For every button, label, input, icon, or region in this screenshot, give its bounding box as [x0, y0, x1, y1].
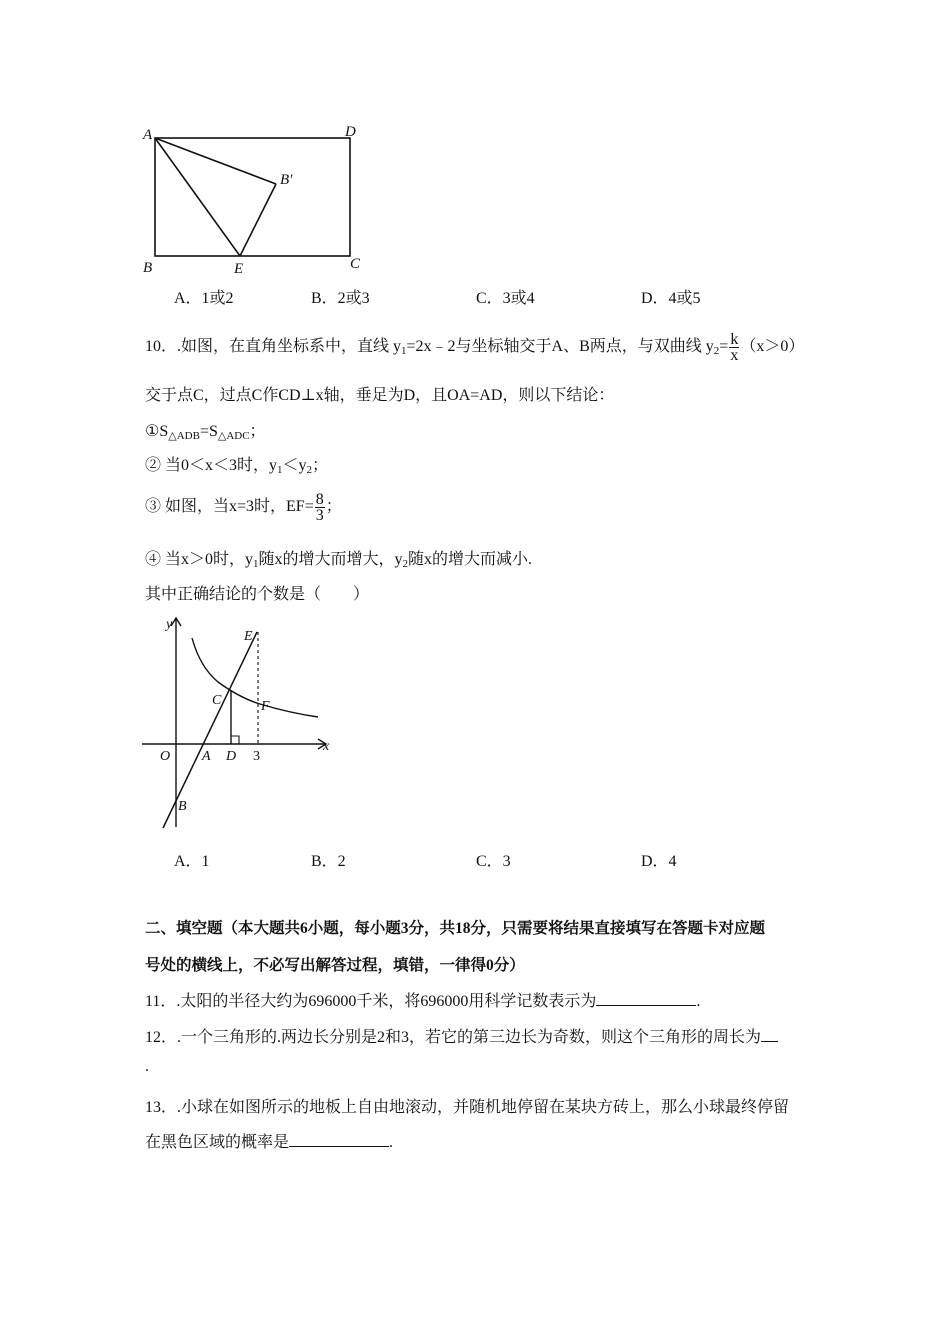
c1-sub1: △ADB	[168, 430, 200, 442]
q12-end-line: .	[145, 1058, 149, 1075]
c1-c: ；	[249, 423, 266, 440]
label-c: C	[212, 693, 222, 708]
segment-ae	[155, 138, 240, 256]
q13-line2	[145, 1129, 393, 1152]
label-b-prime: B′	[280, 172, 293, 188]
c4-b: 随x的增大而增大，y	[258, 551, 403, 568]
q10-conclusion-4	[145, 546, 532, 570]
c2-a: ② 当0＜x＜3时，y	[145, 457, 278, 474]
q11-end: .	[696, 993, 701, 1010]
label-a: A	[143, 127, 153, 143]
label-y: y	[166, 617, 173, 632]
q10-option-d: D．4	[641, 853, 677, 870]
c1-a: ①S	[145, 423, 169, 440]
q10-intro-sub2: 2	[713, 345, 720, 358]
c2-sub2: 2	[306, 464, 313, 476]
c3-a: ③ 如图，当x=3时，EF=	[145, 498, 314, 516]
figure-rectangle-fold	[135, 118, 375, 278]
label-a: A	[202, 749, 211, 764]
q11-line	[145, 988, 700, 1011]
rectangle-abcd	[155, 138, 350, 256]
figure-coordinate-hyperbola	[140, 612, 340, 832]
c1-sub2: △ADC	[217, 430, 250, 442]
segment-ab-prime	[155, 138, 276, 184]
label-e: E	[244, 629, 253, 644]
label-o: O	[160, 749, 171, 764]
label-x: x	[323, 739, 330, 754]
label-b: B	[178, 799, 187, 814]
q10-option-b: B．2	[311, 853, 346, 870]
q10-intro-d: （x＞0）	[740, 338, 805, 356]
c2-b: ＜y	[282, 457, 307, 474]
q11-text: 11．.太阳的半径大约为696000千米，将696000用科学记数表示为	[145, 993, 597, 1010]
right-angle-mark	[231, 736, 239, 744]
c4-c: 随x的增大而减小.	[408, 551, 533, 568]
c2-c: ；	[312, 457, 329, 474]
q10-conclusion-1	[145, 418, 266, 442]
section2-heading-line1: 二、填空题（本大题共6小题，每小题3分，共18分，只需要将结果直接填写在答题卡对应题	[145, 920, 766, 937]
q10-intro-sub1: 1	[401, 345, 407, 358]
label-d: D	[345, 124, 356, 140]
label-e: E	[234, 261, 244, 277]
q10-intro-line	[145, 332, 804, 363]
hyperbola-y2	[192, 638, 318, 717]
label-f: F	[261, 699, 270, 714]
fraction-8-numerator: 8	[315, 491, 324, 508]
label-d: D	[226, 749, 237, 764]
c1-b: =S	[199, 423, 218, 440]
c4-a: ④ 当x＞0时，y	[145, 551, 254, 568]
label-c: C	[350, 256, 361, 272]
q10-conclusion-2	[145, 452, 328, 476]
q10-option-a: A．1	[174, 853, 210, 870]
q9-option-d: D．4或5	[641, 290, 701, 307]
fraction-numerator: k	[730, 331, 739, 348]
c3-c: ；	[325, 498, 342, 516]
q13-answer-blank[interactable]	[289, 1132, 389, 1147]
label-b: B	[143, 260, 153, 276]
fraction-8-over-3	[315, 492, 325, 523]
c4-sub1: 1	[253, 558, 259, 570]
q10-line2: 交于点C，过点C作CD⊥x轴，垂足为D，且OA=AD，则以下结论：	[145, 387, 615, 404]
q9-option-b: B．2或3	[311, 290, 370, 307]
q13-line1: 13．.小球在如图所示的地板上自由地滚动，并随机地停留在某块方砖上，那么小球最终停留	[145, 1099, 790, 1116]
fraction-k-over-x	[729, 332, 739, 363]
q10-intro-a: 10．.如图，在直角坐标系中，直线 y	[145, 338, 402, 356]
q13-text: 在黑色区域的概率是	[145, 1134, 290, 1151]
q10-conclusion-3	[145, 492, 342, 523]
segment-b-prime-e	[240, 184, 276, 256]
fraction-denominator: x	[730, 347, 739, 364]
q12-line	[145, 1024, 778, 1047]
q12-text: 12．.一个三角形的.两边长分别是2和3，若它的第三边长为奇数，则这个三角形的周长为	[145, 1029, 762, 1046]
q11-answer-blank[interactable]	[596, 991, 696, 1006]
q10-intro-c: =	[719, 338, 729, 356]
q9-option-a: A．1或2	[174, 290, 234, 307]
section2-heading-line2: 号处的横线上，不必写出解答过程，填错，一律得0分）	[145, 957, 525, 974]
c4-sub2: 2	[402, 558, 409, 570]
q10-intro-b: =2x﹣2与坐标轴交于A、B两点，与双曲线 y	[406, 338, 714, 356]
q10-question: 其中正确结论的个数是（ ）	[145, 586, 370, 603]
q12-answer-blank[interactable]	[761, 1027, 778, 1042]
q10-option-c: C．3	[476, 853, 511, 870]
q13-end: .	[389, 1134, 394, 1151]
label-three: 3	[253, 749, 260, 764]
fraction-3-denominator: 3	[315, 507, 324, 524]
c2-sub1: 1	[277, 464, 283, 476]
q9-option-c: C．3或4	[476, 290, 535, 307]
